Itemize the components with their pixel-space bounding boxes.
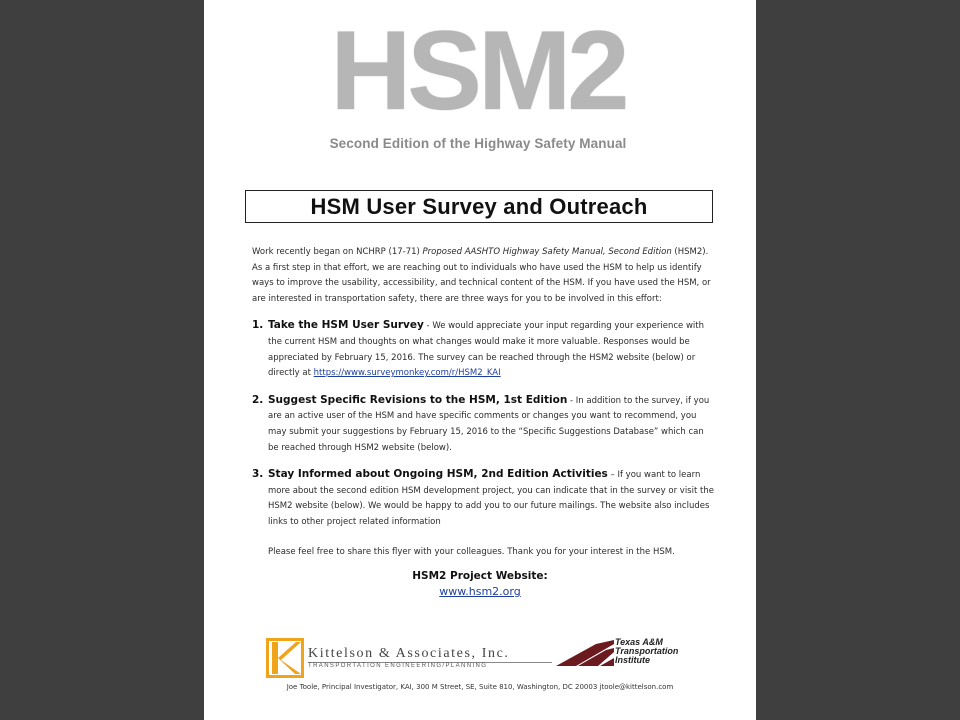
tti-name [615, 638, 678, 665]
website-link[interactable]: www.hsm2.org [439, 585, 521, 598]
tti-line-2: Transportation [615, 646, 679, 656]
contact-footer: Joe Toole, Principal Investigator, KAI, 300 M Street, SE, Suite 810, Washington, DC 20003 jtoole@kittelson.com [286, 683, 674, 691]
tti-logo-icon [556, 640, 614, 666]
item-text [268, 467, 717, 530]
tti-line-3: Institute [615, 655, 650, 665]
item-description: - In addition to the survey, if you are an active user of the HSM and have specific comments or changes you want to recommend, you may submit your suggestions by February 15, 2016 to the “Specific Suggestions Database” which can be reached through HSM2 website (below). [268, 395, 710, 453]
list-item-revisions [252, 393, 717, 456]
item-heading: Stay Informed about Ongoing HSM, 2nd Edition Activities [268, 468, 608, 481]
page-title: HSM User Survey and Outreach [310, 193, 648, 219]
item-number: 1. [252, 319, 264, 332]
hsm2-logo: HSM2 [330, 8, 626, 133]
item-heading: Suggest Specific Revisions to the HSM, 1st Edition [268, 393, 568, 406]
website-label: HSM2 Project Website: [412, 570, 548, 582]
website-block [204, 568, 756, 600]
tti-line-1: Texas A&M [615, 637, 663, 647]
flyer-body [252, 245, 717, 560]
kai-logo-icon [266, 638, 304, 678]
intro-text-1: Work recently began on NCHRP (17-71) [252, 247, 423, 257]
kai-name: Kittelson & Associates, Inc. [308, 646, 510, 661]
logo-subtitle: Second Edition of the Highway Safety Manual [329, 136, 627, 151]
item-heading: Take the HSM User Survey [268, 319, 424, 332]
intro-italic-title: Proposed AASHTO Highway Safety Manual, Second Edition [422, 247, 672, 257]
list-item-stay-informed [252, 467, 717, 530]
flyer-page [204, 0, 756, 720]
item-number: 2. [252, 393, 264, 406]
list-item-survey [252, 318, 717, 381]
intro-paragraph [252, 245, 717, 307]
item-number: 3. [252, 468, 264, 481]
item-text [268, 393, 717, 456]
item-description: – If you want to learn more about the second edition HSM development project, you can indicate that in the survey or visit the HSM2 website (below). We would be happy to add you to our future mailings. The website also includes links to other project related information [268, 470, 714, 527]
item-description: - We would appreciate your input regarding your experience with the current HSM and thoughts on what changes would make it more valuable. Responses would be appreciated by February 15, 2016. The survey can be reached through the HSM2 website (below) or directly at [268, 321, 704, 379]
title-box [245, 190, 713, 223]
item-text [268, 318, 717, 381]
kai-tagline: TRANSPORTATION ENGINEERING/PLANNING [308, 663, 488, 669]
intro-text-2: (HSM2). As a first step in that effort, we are reaching out to individuals who have used the HSM to help us identify ways to improve the usability, accessibility, and technical content of the HSM. If you have used the HSM, or are interested in transportation safety, there are three ways for you to be involved in this effort: [252, 247, 711, 304]
closing-text: Please feel free to share this flyer with your colleagues. Thank you for your interest in the HSM. [268, 546, 675, 557]
survey-link[interactable]: https://www.surveymonkey.com/r/HSM2_KAI [313, 368, 501, 379]
